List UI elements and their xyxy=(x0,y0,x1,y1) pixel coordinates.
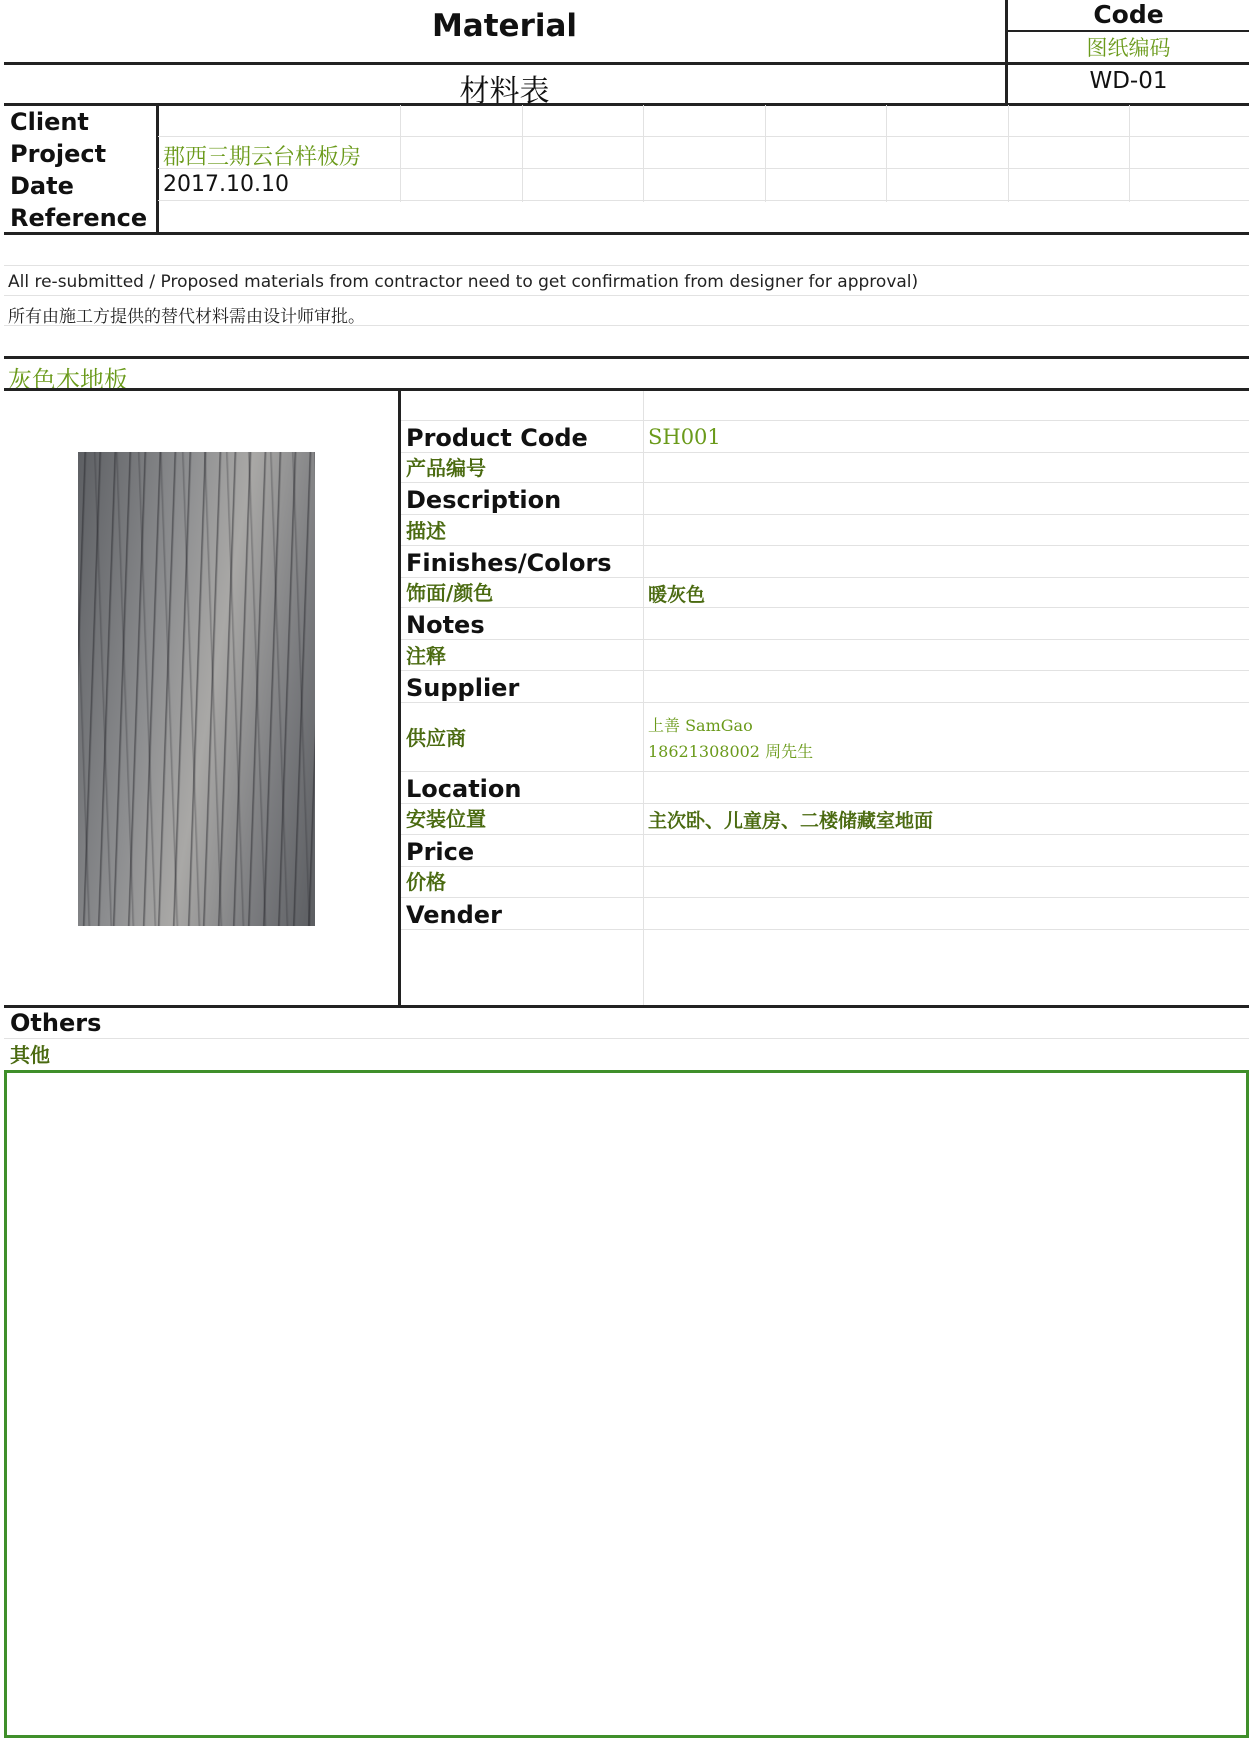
material-name-top-line xyxy=(4,356,1249,359)
description-label: Description xyxy=(406,486,562,514)
info-grid-col xyxy=(1008,105,1009,202)
product-code-label: Product Code xyxy=(406,424,588,452)
product-code-label-cn: 产品编号 xyxy=(406,456,486,480)
info-grid-line xyxy=(158,200,1249,201)
detail-grid-line xyxy=(401,670,1249,671)
page-title: Material xyxy=(431,8,578,44)
others-content-box xyxy=(4,1070,1249,1738)
info-bottom-line xyxy=(4,232,1249,235)
location-label: Location xyxy=(406,775,522,803)
price-label-cn: 价格 xyxy=(406,870,446,894)
code-label: Code xyxy=(1093,0,1164,29)
location-value: 主次卧、儿童房、二楼储藏室地面 xyxy=(648,810,934,832)
client-label: Client xyxy=(10,108,89,136)
notice-grid-line xyxy=(4,265,1249,266)
product-code-value: SH001 xyxy=(648,425,721,449)
notice-grid-line xyxy=(4,295,1249,296)
date-value: 2017.10.10 xyxy=(163,172,289,197)
info-grid-line xyxy=(158,136,1249,137)
info-grid-col xyxy=(886,105,887,202)
info-column-divider xyxy=(156,103,159,235)
project-value: 郡西三期云台样板房 xyxy=(163,145,362,170)
notice-en: All re-submitted / Proposed materials from contractor need to get confirmation from designer for approval) xyxy=(8,272,919,292)
detail-grid-line xyxy=(401,607,1249,608)
info-grid-col xyxy=(1129,105,1130,202)
others-grid-line xyxy=(4,1038,1249,1039)
finishes-label-cn: 饰面/颜色 xyxy=(406,581,494,605)
page-title-cn: 材料表 xyxy=(459,74,550,109)
finishes-label: Finishes/Colors xyxy=(406,549,612,577)
notice-cn: 所有由施工方提供的替代材料需由设计师审批。 xyxy=(8,307,365,327)
others-label: Others xyxy=(10,1009,102,1037)
notes-label: Notes xyxy=(406,611,485,639)
material-block-bottom-line xyxy=(4,1005,1249,1008)
code-value: WD-01 xyxy=(1089,68,1168,94)
location-label-cn: 安装位置 xyxy=(406,807,486,831)
material-column-divider xyxy=(398,388,401,1008)
reference-label: Reference xyxy=(10,204,148,232)
info-grid-col xyxy=(522,105,523,202)
date-label: Date xyxy=(10,172,74,200)
material-sample-image xyxy=(78,452,315,926)
code-divider-2 xyxy=(1005,62,1249,65)
material-block-top-line xyxy=(4,388,1249,391)
description-label-cn: 描述 xyxy=(406,519,446,543)
supplier-label-cn: 供应商 xyxy=(406,726,466,750)
header-divider xyxy=(4,62,1005,65)
code-label-cn: 图纸编码 xyxy=(1086,36,1171,60)
material-name: 灰色木地板 xyxy=(8,366,128,394)
others-label-cn: 其他 xyxy=(10,1043,50,1067)
supplier-line-1: 上善 SamGao xyxy=(648,716,753,735)
detail-grid-line xyxy=(401,866,1249,867)
detail-grid-line xyxy=(401,482,1249,483)
detail-grid-line xyxy=(401,545,1249,546)
project-label: Project xyxy=(10,140,107,168)
detail-grid-line xyxy=(401,897,1249,898)
info-grid-col xyxy=(643,105,644,202)
supplier-line-2: 18621308002 周先生 xyxy=(648,742,814,761)
info-grid-col xyxy=(400,105,401,202)
supplier-label: Supplier xyxy=(406,674,520,702)
detail-grid-col xyxy=(643,391,644,1005)
detail-grid-line xyxy=(401,803,1249,804)
notes-label-cn: 注释 xyxy=(406,644,446,668)
detail-grid-line xyxy=(401,834,1249,835)
detail-grid-line xyxy=(401,771,1249,772)
price-label: Price xyxy=(406,838,475,866)
info-grid-col xyxy=(765,105,766,202)
detail-grid-line xyxy=(401,929,1249,930)
detail-grid-line xyxy=(401,702,1249,703)
vender-label: Vender xyxy=(406,901,502,929)
detail-grid-line xyxy=(401,639,1249,640)
finishes-value: 暖灰色 xyxy=(648,584,706,606)
detail-grid-line xyxy=(401,420,1249,421)
